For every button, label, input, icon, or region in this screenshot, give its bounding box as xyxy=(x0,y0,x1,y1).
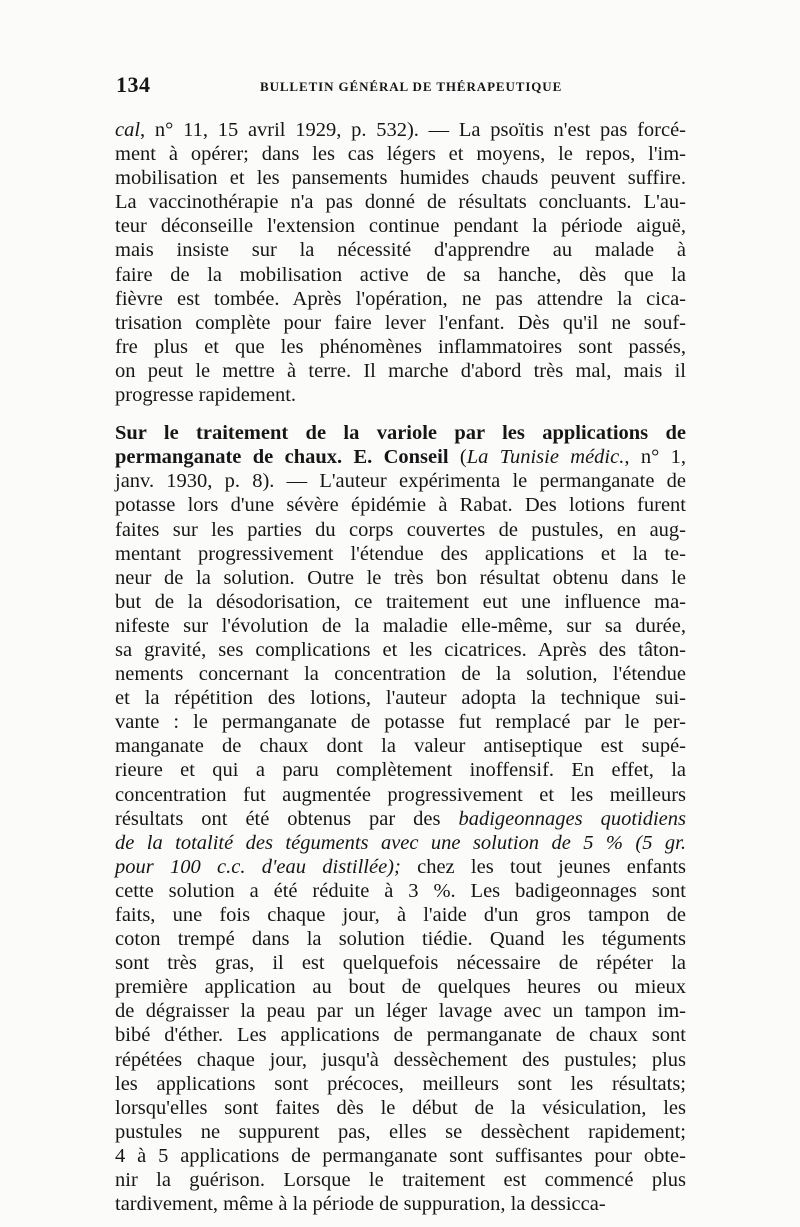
text-line xyxy=(115,566,686,590)
body-text: but de la désodorisation, ce traitement eut une influence ma- xyxy=(115,590,686,613)
text-line xyxy=(115,1168,686,1192)
text-line xyxy=(115,831,686,855)
body-text: et la répétition des lotions, l'auteur adopta la technique sui- xyxy=(115,687,686,710)
body-text: mais insiste sur la nécessité d'apprendre au malade à xyxy=(115,239,686,262)
text-line xyxy=(115,855,686,879)
text-line xyxy=(115,903,686,927)
body-text: bibé d'éther. Les applications de permanganate de chaux sont xyxy=(115,1024,686,1047)
body-text: neur de la solution. Outre le très bon résultat obtenu dans le xyxy=(115,566,686,589)
italic-text: cal xyxy=(115,119,141,141)
text-line xyxy=(115,734,686,758)
text-line xyxy=(115,287,686,311)
body-text: janv. 1930, p. 8). — L'auteur expérimenta le permanganate de xyxy=(115,470,686,493)
body-text: mentant progressivement l'étendue des applications et la te- xyxy=(115,542,686,565)
italic-text: de la totalité des téguments avec une solution de 5 % (5 gr. xyxy=(115,831,686,854)
body-text: progresse rapidement. xyxy=(115,384,297,407)
body-text: teur déconseille l'extension continue pendant la période aiguë, xyxy=(115,215,686,238)
body-text: les applications sont précoces, meilleurs sont les résultats; xyxy=(115,1072,686,1095)
text-line xyxy=(115,686,686,710)
text-line xyxy=(115,614,686,638)
page-number: 134 xyxy=(116,72,151,97)
body-text: nir la guérison. Lorsque le traitement est commencé plus xyxy=(115,1169,686,1192)
article-heading-text: Sur le traitement de la variole par les applications de xyxy=(115,422,686,445)
text-line xyxy=(115,638,686,662)
text-line xyxy=(115,975,686,999)
text-line xyxy=(115,238,686,262)
article-body xyxy=(115,118,686,1216)
body-text: sont très gras, il est quelquefois nécessaire de répéter la xyxy=(115,952,686,975)
body-text: première application au bout de quelques heures ou mieux xyxy=(115,976,686,999)
body-text: fre plus et que les phénomènes inflammatoires sont passés, xyxy=(115,335,686,358)
text-line xyxy=(115,1096,686,1120)
body-text: faits, une fois chaque jour, à l'aide d'un gros tampon de xyxy=(115,904,686,926)
body-text: on peut le mettre à terre. Il marche d'abord très mal, mais il xyxy=(115,359,686,382)
body-text: fièvre est tombée. Après l'opération, ne pas attendre la cica- xyxy=(115,287,686,310)
text-line xyxy=(115,783,686,807)
text-line xyxy=(115,421,686,445)
body-text: manganate de chaux dont la valeur antiseptique est supé- xyxy=(115,735,686,758)
text-line xyxy=(115,542,686,566)
text-line xyxy=(115,518,686,542)
text-line xyxy=(115,383,686,407)
text-line xyxy=(115,758,686,782)
text-line xyxy=(115,879,686,903)
italic-text: La Tunisie médic. xyxy=(466,446,625,469)
body-text: de dégraisser la peau par un léger lavage avec un tampon im- xyxy=(115,1000,686,1023)
body-text: lorsqu'elles sont faites dès le début de la vésiculation, les xyxy=(115,1096,686,1119)
text-line xyxy=(115,263,686,287)
text-line xyxy=(115,166,686,190)
paragraph-gap xyxy=(115,407,686,421)
body-text: ( xyxy=(448,446,467,469)
text-line xyxy=(115,1144,686,1168)
body-text: répétées chaque jour, jusqu'à dessèchement des pustules; plus xyxy=(115,1048,686,1071)
text-line xyxy=(115,359,686,383)
text-line xyxy=(115,142,686,166)
body-text: vante : le permanganate de potasse fut remplacé par le per- xyxy=(115,711,686,734)
article-heading-text: permanganate de chaux. E. Conseil xyxy=(115,446,449,469)
italic-text: badigeonnages quotidiens xyxy=(458,807,686,830)
text-line xyxy=(115,335,686,359)
body-text: tardivement, même à la période de suppuration, la dessicca- xyxy=(115,1193,606,1216)
text-line xyxy=(115,1072,686,1096)
body-text: concentration fut augmentée progressivement et les meilleurs xyxy=(115,783,686,806)
text-line xyxy=(115,1120,686,1144)
text-line xyxy=(115,311,686,335)
body-text: rieure et qui a paru complètement inoffensif. En effet, la xyxy=(115,759,686,782)
text-line xyxy=(115,710,686,734)
text-line xyxy=(115,1048,686,1072)
body-text: faites sur les parties du corps couvertes de pustules, en aug- xyxy=(115,518,686,541)
italic-text: pour 100 c.c. d'eau distillée); xyxy=(115,855,401,878)
body-text: ment à opérer; dans les cas légers et moyens, le repos, l'im- xyxy=(115,143,686,166)
body-text: 4 à 5 applications de permanganate sont suffisantes pour obte- xyxy=(115,1144,686,1167)
body-text: résultats ont été obtenus par des xyxy=(115,807,459,830)
text-line xyxy=(115,118,686,142)
text-line xyxy=(115,662,686,686)
text-line xyxy=(115,951,686,975)
text-line xyxy=(115,590,686,614)
body-text: faire de la mobilisation active de sa hanche, dès que la xyxy=(115,263,686,286)
body-text: coton trempé dans la solution tiédie. Quand les téguments xyxy=(115,928,686,951)
text-line xyxy=(115,807,686,831)
body-text: potasse lors d'une sévère épidémie à Rabat. Des lotions furent xyxy=(115,494,686,517)
body-text: trisation complète pour faire lever l'enfant. Dès qu'il ne souf- xyxy=(115,311,686,334)
body-text: mobilisation et les pansements humides chauds peuvent suffire. xyxy=(115,167,686,190)
body-text: , n° 1, xyxy=(624,446,686,469)
text-line xyxy=(115,1192,686,1216)
body-text: La vaccinothérapie n'a pas donné de résultats concluants. L'au- xyxy=(115,191,686,214)
journal-title: BULLETIN GÉNÉRAL DE THÉRAPEUTIQUE xyxy=(260,79,563,94)
body-text: sa gravité, ses complications et les cicatrices. Après des tâton- xyxy=(115,638,686,661)
body-text: chez les tout jeunes enfants xyxy=(400,855,686,878)
text-line xyxy=(115,927,686,951)
text-line xyxy=(115,469,686,493)
running-head xyxy=(116,72,684,102)
text-line xyxy=(115,999,686,1023)
body-text: , n° 11, 15 avril 1929, p. 532). — La psoïtis n'est pas forcé- xyxy=(140,119,686,141)
paragraph-variole-permanganate xyxy=(115,421,686,1216)
text-line xyxy=(115,1023,686,1047)
text-line xyxy=(115,445,686,469)
body-text: nifeste sur l'évolution de la maladie elle-même, sur sa durée, xyxy=(115,614,686,637)
text-line xyxy=(115,190,686,214)
body-text: nements concernant la concentration de la solution, l'étendue xyxy=(115,663,686,686)
body-text: pustules ne suppurent pas, elles se dessèchent rapidement; xyxy=(115,1120,686,1143)
text-line xyxy=(115,214,686,238)
body-text: cette solution a été réduite à 3 %. Les badigeonnages sont xyxy=(115,879,686,902)
paragraph-psoitis-conclusion xyxy=(115,118,686,407)
text-line xyxy=(115,493,686,517)
